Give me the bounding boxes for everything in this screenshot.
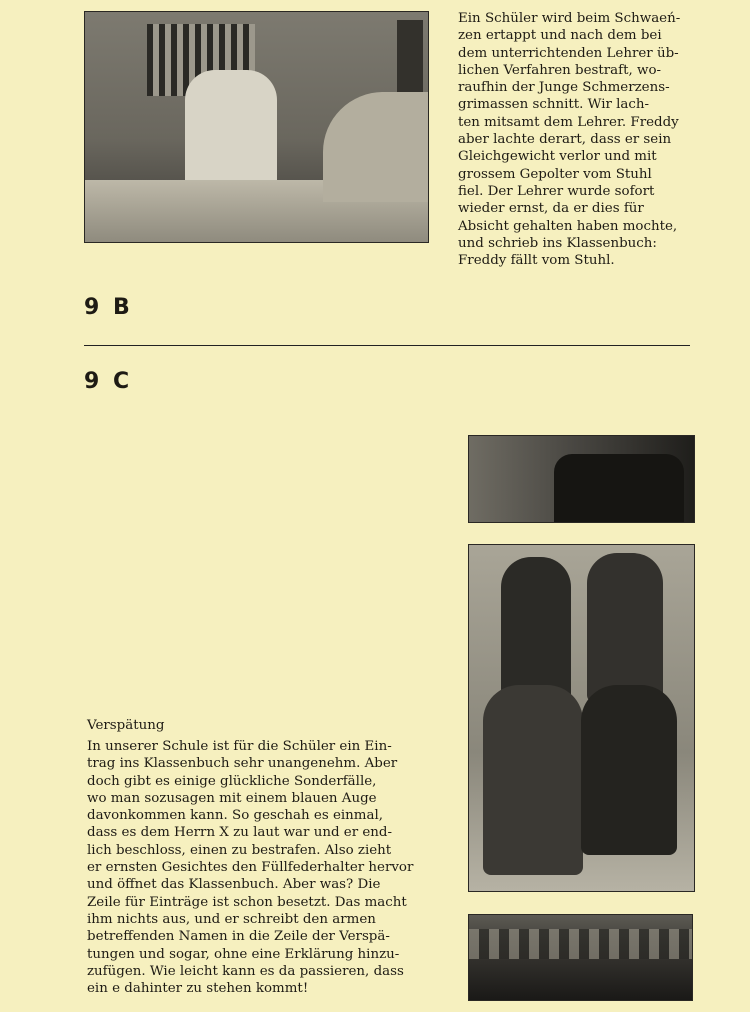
photo-group-figures [554,454,684,522]
photo-group-small [468,435,695,523]
photo-four-students [468,544,695,892]
story-bottom-title: Verspätung [87,718,165,733]
photo-crowd-heads [469,929,692,959]
section-divider [84,345,690,346]
photo-student-2 [587,553,663,703]
story-bottom-text: In unserer Schule ist für die Schüler ein Ein- trag ins Klassenbuch sehr unangenehm. Aber doch gibt es einige glückliche Sonderfälle, wo man sozusagen mit einem blauen Auge davonkommen kann. So geschah es einmal, dass es dem Herrn X zu laut war und er end- lich beschloss, einen zu bestrafen. Also zieht er ernsten Gesichtes den Füllfederhalter hervor und öffnet das Klassenbuch. Aber was? Die Zeile für Einträge ist schon besetzt. Das macht ihm nichts aus, und er schreibt den armen betreffenden Namen in die Zeile der Verspä- tungen und sogar, ohne eine Erklärung hinzu- zufügen. Wie leicht kann es da passieren, dass ein e dahinter zu stehen kommt! [87,739,414,997]
story-top-text: Ein Schüler wird beim Schwaeń- zen ertappt und nach dem bei dem unterrichtenden Lehrer üb- lichen Verfahren bestraft, wo- raufhin der Junge Schmerzens- grimassen schnitt. Wir lach- ten mitsamt dem Lehrer. Freddy aber lachte derart, dass er sein Gleichgewicht verlor und mit grossem Gepolter vom Stuhl fiel. Der Lehrer wurde sofort wieder ernst, da er dies für Absicht gehalten haben mochte, und schrieb ins Klassenbuch: Freddy fällt vom Stuhl. [458,11,681,269]
photo-student-3 [483,685,583,875]
section-heading-9c: 9 C [84,369,133,394]
photo-person [185,70,277,190]
section-heading-9b: 9 B [84,295,133,320]
photo-fountain [84,11,429,243]
photo-fountain-edge [323,92,428,202]
photo-student-4 [581,685,677,855]
photo-class-crowd [468,914,693,1001]
